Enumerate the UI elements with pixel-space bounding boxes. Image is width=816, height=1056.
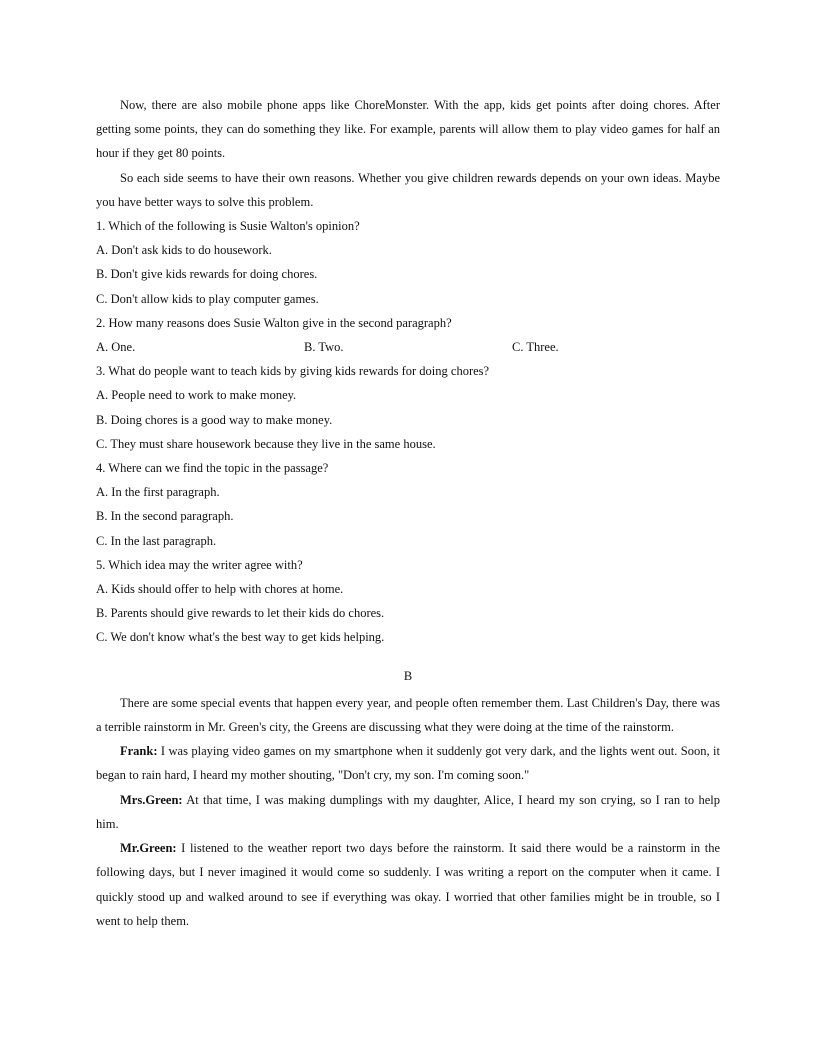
passage-a-paragraph-conclusion: So each side seems to have their own reasons. Whether you give children rewards depends on your own ideas. Maybe you have better ways to solve this problem. bbox=[96, 170, 720, 209]
question-3 bbox=[96, 359, 720, 456]
question-1 bbox=[96, 214, 720, 311]
document-page bbox=[96, 93, 720, 933]
answer-option: C. They must share housework because they live in the same house. bbox=[96, 436, 436, 451]
dialogue-mrs-green bbox=[96, 788, 720, 836]
speaker-name: Mr.Green: bbox=[120, 841, 177, 856]
section-b-heading: B bbox=[403, 668, 413, 683]
dialogue-text: I listened to the weather report two days before the rainstorm. It said there would be a rainstorm in the following days, but I never imagined it would come so suddenly. I was writing a report on the computer when it came. I quickly stood up and walked around to see if everything was okay. I worried that other families might be in trouble, so I went to help them. bbox=[96, 841, 720, 928]
answer-options-row bbox=[96, 335, 720, 359]
speaker-name: Mrs.Green: bbox=[120, 792, 183, 807]
answer-option: B. In the second paragraph. bbox=[96, 509, 234, 524]
answer-option: B. Two. bbox=[304, 340, 344, 355]
question-stem: 1. Which of the following is Susie Walton's opinion? bbox=[96, 219, 360, 234]
section-b-intro: There are some special events that happen every year, and people often remember them. Last Children's Day, there was a terrible rainstorm in Mr. Green's city, the Greens are discussing what they were doing at the time of the rainstorm. bbox=[96, 695, 720, 735]
question-2 bbox=[96, 311, 720, 359]
question-stem: 4. Where can we find the topic in the passage? bbox=[96, 461, 329, 476]
dialogue-frank bbox=[96, 739, 720, 787]
answer-option: C. In the last paragraph. bbox=[96, 533, 217, 548]
dialogue-mr-green bbox=[96, 836, 720, 933]
answer-option: B. Don't give kids rewards for doing chores. bbox=[96, 267, 318, 282]
question-4 bbox=[96, 456, 720, 553]
question-stem: 2. How many reasons does Susie Walton give in the second paragraph? bbox=[96, 315, 452, 330]
answer-option: C. We don't know what's the best way to get kids helping. bbox=[96, 630, 385, 645]
answer-option: C. Don't allow kids to play computer games. bbox=[96, 291, 319, 306]
question-5 bbox=[96, 553, 720, 650]
dialogue-text: I was playing video games on my smartphone when it suddenly got very dark, and the lights went out. Soon, it began to rain hard, I heard my mother shouting, "Don't cry, my son. I'm coming soon." bbox=[96, 744, 720, 783]
answer-option: B. Parents should give rewards to let their kids do chores. bbox=[96, 606, 385, 621]
answer-option: A. Kids should offer to help with chores at home. bbox=[96, 582, 344, 597]
question-stem: 3. What do people want to teach kids by giving kids rewards for doing chores? bbox=[96, 364, 490, 379]
speaker-name: Frank: bbox=[120, 744, 158, 759]
answer-option: C. Three. bbox=[512, 340, 559, 355]
answer-option: B. Doing chores is a good way to make money. bbox=[96, 412, 333, 427]
passage-a-paragraph-apps: Now, there are also mobile phone apps like ChoreMonster. With the app, kids get points after doing chores. After getting some points, they can do something they like. For example, parents will allow them to play video games for half an hour if they get 80 points. bbox=[96, 98, 720, 161]
question-stem: 5. Which idea may the writer agree with? bbox=[96, 557, 303, 572]
answer-option: A. Don't ask kids to do housework. bbox=[96, 243, 272, 258]
answer-option: A. People need to work to make money. bbox=[96, 388, 297, 403]
answer-option: A. In the first paragraph. bbox=[96, 485, 220, 500]
dialogue-text: At that time, I was making dumplings with my daughter, Alice, I heard my son crying, so I ran to help him. bbox=[96, 792, 720, 831]
answer-option: A. One. bbox=[96, 340, 136, 355]
